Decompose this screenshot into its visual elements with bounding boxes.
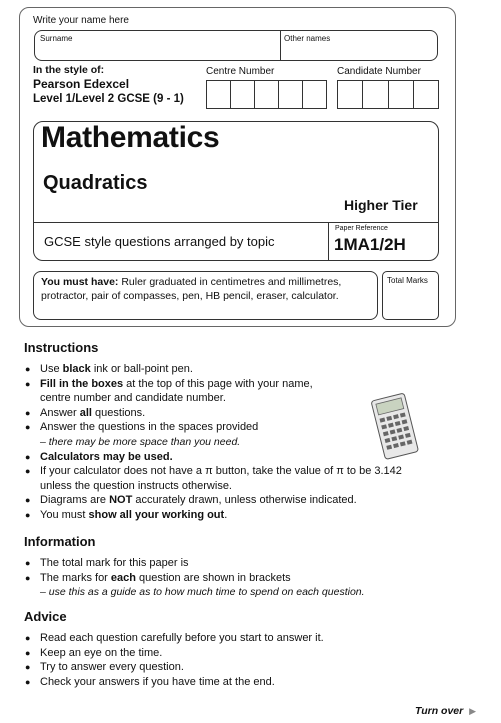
- list-item: ● Read each question carefully before you start to answer it.: [24, 631, 494, 646]
- centre-digit[interactable]: [279, 81, 303, 108]
- candidate-digit[interactable]: [363, 81, 388, 108]
- turn-over-label[interactable]: [415, 705, 476, 717]
- triangle-right-icon: ▶: [469, 706, 477, 716]
- list-item: – there may be more space than you need.: [40, 435, 241, 448]
- exam-board: Pearson Edexcel: [33, 77, 130, 91]
- list-item: centre number and candidate number.: [40, 392, 226, 405]
- must-have-items: Ruler graduated in centimetres and millimetres, protractor, pair of compasses, pen, HB pencil, eraser, calculator.: [41, 276, 342, 302]
- candidate-number-label: Candidate Number: [337, 66, 421, 77]
- subject-title: Mathematics: [41, 121, 220, 154]
- turn-over-text: Turn over: [415, 705, 464, 717]
- title-divider: [33, 222, 439, 223]
- list-item: ● If your calculator does not have a π button, take the value of π to be 3.142: [24, 464, 494, 479]
- list-item: ● Answer all questions.: [24, 406, 494, 421]
- centre-digit[interactable]: [255, 81, 279, 108]
- list-item: ● You must show all your working out.: [24, 508, 494, 523]
- paper-reference-label: Paper Reference: [335, 225, 388, 232]
- centre-number-boxes[interactable]: [206, 80, 327, 109]
- tier-label: Higher Tier: [344, 197, 418, 213]
- list-item: ● Try to answer every question.: [24, 660, 494, 675]
- other-names-label: Other names: [284, 34, 331, 43]
- surname-label: Surname: [40, 34, 73, 43]
- write-name-label: Write your name here: [33, 15, 129, 26]
- instructions-heading: Instructions: [24, 340, 99, 355]
- information-list: [24, 556, 494, 600]
- list-item: ● Keep an eye on the time.: [24, 646, 494, 661]
- total-marks-label: Total Marks: [387, 276, 428, 285]
- paper-description: GCSE style questions arranged by topic: [44, 234, 275, 249]
- paper-reference: 1MA1/2H: [334, 235, 406, 254]
- exam-level: Level 1/Level 2 GCSE (9 - 1): [33, 93, 184, 105]
- list-item: unless the question instructs otherwise.: [40, 479, 232, 492]
- candidate-number-boxes[interactable]: [337, 80, 439, 109]
- advice-list: [24, 631, 494, 689]
- list-item: ● Check your answers if you have time at the end.: [24, 675, 494, 690]
- centre-digit[interactable]: [207, 81, 231, 108]
- must-have-label: You must have:: [41, 276, 119, 288]
- centre-digit[interactable]: [231, 81, 255, 108]
- list-item: ● Answer the questions in the spaces provided: [24, 420, 494, 435]
- calculator-icon: [368, 392, 424, 462]
- candidate-digit[interactable]: [389, 81, 414, 108]
- topic-title: Quadratics: [43, 172, 148, 194]
- advice-heading: Advice: [24, 609, 67, 624]
- name-divider: [280, 30, 281, 61]
- list-item: ● Use black ink or ball-point pen.: [24, 362, 494, 377]
- list-item: ● Fill in the boxes at the top of this page with your name,: [24, 377, 494, 392]
- list-item: ● The marks for each question are shown in brackets: [24, 571, 494, 586]
- list-item: ● Diagrams are NOT accurately drawn, unless otherwise indicated.: [24, 493, 494, 508]
- reference-divider: [328, 222, 329, 261]
- list-item: – use this as a guide as to how much time to spend on each question.: [40, 586, 365, 599]
- candidate-digit[interactable]: [414, 81, 438, 108]
- information-heading: Information: [24, 534, 96, 549]
- list-item: ● The total mark for this paper is: [24, 556, 494, 571]
- name-box[interactable]: [34, 30, 438, 61]
- candidate-digit[interactable]: [338, 81, 363, 108]
- centre-digit[interactable]: [303, 81, 326, 108]
- centre-number-label: Centre Number: [206, 66, 275, 77]
- style-of-label: In the style of:: [33, 64, 105, 76]
- list-item: ● Calculators may be used.: [24, 450, 494, 465]
- must-have-text: [41, 275, 371, 303]
